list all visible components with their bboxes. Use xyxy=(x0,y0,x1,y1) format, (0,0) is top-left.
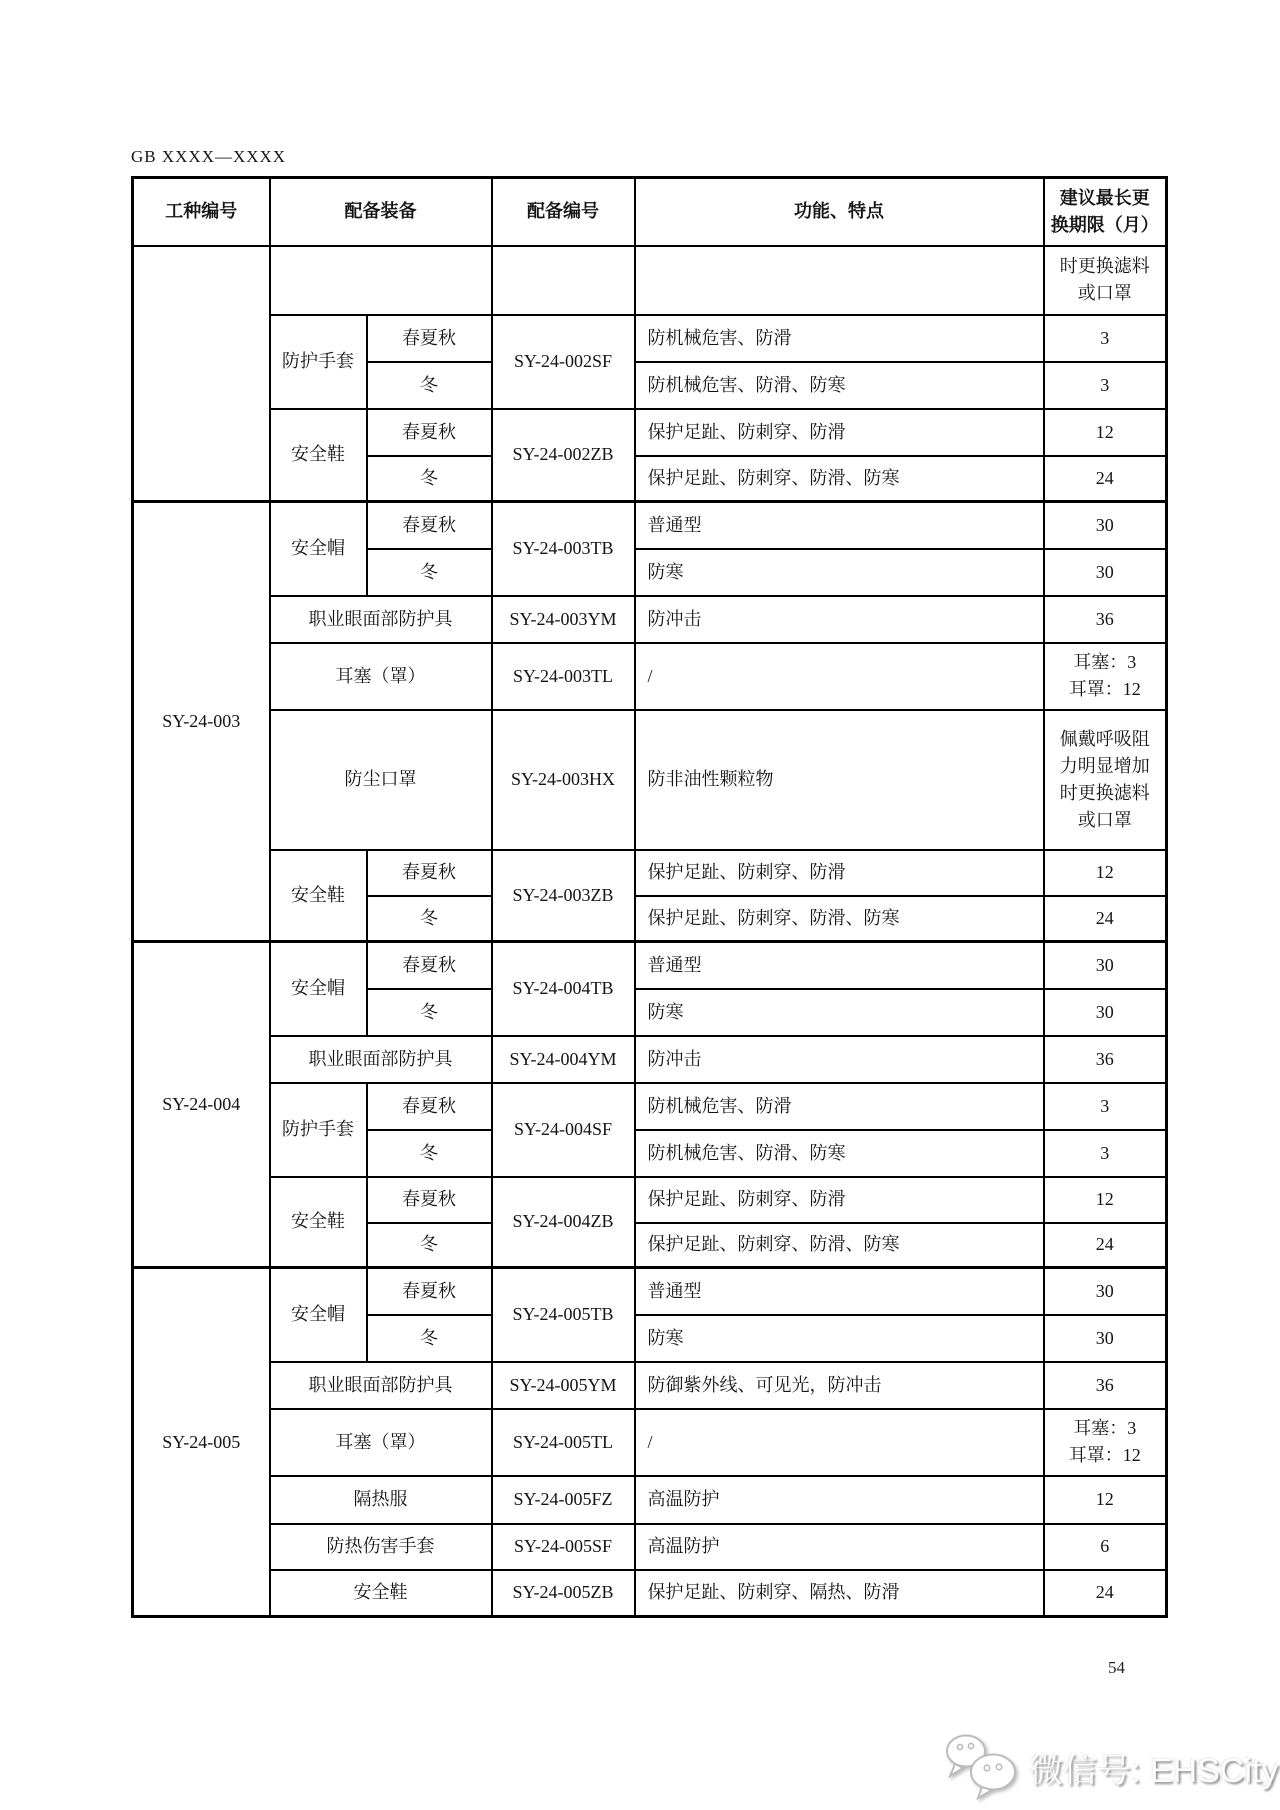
cell-season: 冬 xyxy=(367,549,492,596)
cell-season: 春夏秋 xyxy=(367,409,492,456)
cell-months: 6 xyxy=(1044,1524,1167,1570)
cell-features: 防非油性颗粒物 xyxy=(635,710,1044,850)
cell-equipment: 安全鞋 xyxy=(270,1177,367,1268)
months-line: 耳罩：12 xyxy=(1068,679,1141,699)
cell-equipment xyxy=(270,246,492,315)
header-equipment-code: 配备编号 xyxy=(492,178,635,246)
months-line: 时更换滤料 xyxy=(1059,782,1150,803)
cell-months: 12 xyxy=(1044,1476,1167,1524)
table-row xyxy=(133,502,1167,549)
cell-features: 防机械危害、防滑 xyxy=(635,1083,1044,1130)
table-row xyxy=(133,643,1167,710)
cell-equipment: 防尘口罩 xyxy=(270,710,492,850)
table-row xyxy=(133,942,1167,989)
table-row xyxy=(133,1362,1167,1409)
cell-worker-code: SY-24-005 xyxy=(133,1268,270,1617)
cell-months: 30 xyxy=(1044,942,1167,989)
cell-season: 春夏秋 xyxy=(367,1177,492,1223)
cell-features: 保护足趾、防刺穿、防滑、防寒 xyxy=(635,896,1044,942)
cell-features: 防机械危害、防滑、防寒 xyxy=(635,1130,1044,1177)
header-features: 功能、特点 xyxy=(635,178,1044,246)
cell-equipment: 防护手套 xyxy=(270,315,367,409)
cell-features: / xyxy=(635,1409,1044,1476)
months-line: 佩戴呼吸阻 xyxy=(1059,728,1150,749)
cell-features: 防寒 xyxy=(635,549,1044,596)
cell-equipment-code: SY-24-004YM xyxy=(492,1036,635,1083)
cell-worker-code xyxy=(133,246,270,502)
cell-equipment-code: SY-24-003TB xyxy=(492,502,635,596)
cell-features: 高温防护 xyxy=(635,1476,1044,1524)
cell-equipment: 职业眼面部防护具 xyxy=(270,1362,492,1409)
cell-months: 24 xyxy=(1044,896,1167,942)
cell-months: 12 xyxy=(1044,409,1167,456)
cell-features: 防机械危害、防滑、防寒 xyxy=(635,362,1044,409)
cell-equipment-code: SY-24-005TL xyxy=(492,1409,635,1476)
cell-season: 冬 xyxy=(367,456,492,502)
doc-code: GB XXXX—XXXX xyxy=(131,147,287,166)
table-row xyxy=(133,246,1167,315)
cell-months xyxy=(1044,1409,1167,1476)
cell-months: 30 xyxy=(1044,989,1167,1036)
cell-features: 防寒 xyxy=(635,1315,1044,1362)
table-row xyxy=(133,850,1167,896)
cell-features: 高温防护 xyxy=(635,1524,1044,1570)
header-replacement xyxy=(1044,178,1167,246)
table-header-row xyxy=(133,178,1167,246)
cell-months: 30 xyxy=(1044,1315,1167,1362)
cell-season: 春夏秋 xyxy=(367,502,492,549)
cell-months: 24 xyxy=(1044,456,1167,502)
cell-features: 保护足趾、防刺穿、防滑、防寒 xyxy=(635,456,1044,502)
months-line: 时更换滤料 xyxy=(1059,256,1150,276)
cell-months xyxy=(1044,246,1167,315)
cell-months: 3 xyxy=(1044,1130,1167,1177)
table-row xyxy=(133,710,1167,850)
equipment-table xyxy=(131,176,1168,1618)
table-row xyxy=(133,1476,1167,1524)
cell-season: 春夏秋 xyxy=(367,315,492,362)
cell-equipment-code: SY-24-004SF xyxy=(492,1083,635,1177)
cell-season: 冬 xyxy=(367,1223,492,1268)
cell-months: 30 xyxy=(1044,549,1167,596)
cell-months: 36 xyxy=(1044,596,1167,643)
cell-months: 30 xyxy=(1044,1268,1167,1315)
cell-season: 冬 xyxy=(367,989,492,1036)
cell-equipment-code: SY-24-005SF xyxy=(492,1524,635,1570)
months-line: 耳塞：3 xyxy=(1073,1418,1137,1438)
cell-equipment-code: SY-24-003YM xyxy=(492,596,635,643)
table-row xyxy=(133,1083,1167,1130)
cell-features: 防冲击 xyxy=(635,1036,1044,1083)
cell-equipment-code: SY-24-003TL xyxy=(492,643,635,710)
cell-equipment-code: SY-24-003HX xyxy=(492,710,635,850)
cell-equipment-code: SY-24-004ZB xyxy=(492,1177,635,1268)
cell-season: 冬 xyxy=(367,1315,492,1362)
table-row xyxy=(133,1036,1167,1083)
cell-features: 防冲击 xyxy=(635,596,1044,643)
cell-season: 春夏秋 xyxy=(367,942,492,989)
cell-months: 12 xyxy=(1044,1177,1167,1223)
cell-features: 保护足趾、防刺穿、隔热、防滑 xyxy=(635,1570,1044,1617)
cell-features: 保护足趾、防刺穿、防滑、防寒 xyxy=(635,1223,1044,1268)
cell-features: / xyxy=(635,643,1044,710)
cell-features: 保护足趾、防刺穿、防滑 xyxy=(635,409,1044,456)
months-line: 力明显增加 xyxy=(1059,755,1150,776)
months-line: 或口罩 xyxy=(1077,809,1132,830)
cell-season: 春夏秋 xyxy=(367,1083,492,1130)
cell-equipment: 安全帽 xyxy=(270,942,367,1036)
wechat-icon xyxy=(944,1732,1020,1802)
months-line: 耳塞：3 xyxy=(1073,652,1137,672)
cell-equipment: 隔热服 xyxy=(270,1476,492,1524)
cell-features: 防御紫外线、可见光，防冲击 xyxy=(635,1362,1044,1409)
cell-months: 36 xyxy=(1044,1036,1167,1083)
cell-months: 3 xyxy=(1044,315,1167,362)
cell-season: 冬 xyxy=(367,362,492,409)
cell-equipment: 安全鞋 xyxy=(270,850,367,942)
months-line: 耳罩：12 xyxy=(1068,1445,1141,1465)
table-row xyxy=(133,1268,1167,1315)
cell-features: 防寒 xyxy=(635,989,1044,1036)
cell-equipment-code: SY-24-005ZB xyxy=(492,1570,635,1617)
cell-equipment-code: SY-24-005YM xyxy=(492,1362,635,1409)
cell-features: 防机械危害、防滑 xyxy=(635,315,1044,362)
cell-equipment-code: SY-24-002ZB xyxy=(492,409,635,502)
cell-features: 普通型 xyxy=(635,1268,1044,1315)
cell-equipment: 安全帽 xyxy=(270,502,367,596)
table-row xyxy=(133,1409,1167,1476)
cell-season: 春夏秋 xyxy=(367,1268,492,1315)
cell-equipment: 安全鞋 xyxy=(270,1570,492,1617)
cell-months: 12 xyxy=(1044,850,1167,896)
cell-equipment-code: SY-24-004TB xyxy=(492,942,635,1036)
cell-months: 3 xyxy=(1044,1083,1167,1130)
cell-season: 春夏秋 xyxy=(367,850,492,896)
cell-worker-code: SY-24-003 xyxy=(133,502,270,942)
table-row xyxy=(133,596,1167,643)
cell-equipment: 耳塞（罩） xyxy=(270,1409,492,1476)
cell-equipment-code: SY-24-005FZ xyxy=(492,1476,635,1524)
cell-season: 冬 xyxy=(367,1130,492,1177)
cell-worker-code: SY-24-004 xyxy=(133,942,270,1268)
cell-equipment: 防热伤害手套 xyxy=(270,1524,492,1570)
cell-months: 24 xyxy=(1044,1570,1167,1617)
header-replacement-line: 建议最长更 xyxy=(1059,187,1150,208)
cell-months: 3 xyxy=(1044,362,1167,409)
cell-months: 30 xyxy=(1044,502,1167,549)
cell-season: 冬 xyxy=(367,896,492,942)
table-row xyxy=(133,315,1167,362)
cell-equipment-code xyxy=(492,246,635,315)
cell-equipment: 职业眼面部防护具 xyxy=(270,596,492,643)
cell-equipment: 职业眼面部防护具 xyxy=(270,1036,492,1083)
wechat-watermark xyxy=(944,1732,1278,1802)
table-row xyxy=(133,409,1167,456)
cell-equipment-code: SY-24-003ZB xyxy=(492,850,635,942)
cell-features: 普通型 xyxy=(635,502,1044,549)
cell-months: 24 xyxy=(1044,1223,1167,1268)
cell-features xyxy=(635,246,1044,315)
table-row xyxy=(133,1177,1167,1223)
page-number: 54 xyxy=(1108,1658,1125,1677)
cell-equipment: 耳塞（罩） xyxy=(270,643,492,710)
cell-equipment: 安全帽 xyxy=(270,1268,367,1362)
months-line: 或口罩 xyxy=(1077,283,1132,303)
header-equipment: 配备装备 xyxy=(270,178,492,246)
table-row xyxy=(133,1524,1167,1570)
cell-features: 保护足趾、防刺穿、防滑 xyxy=(635,1177,1044,1223)
cell-features: 普通型 xyxy=(635,942,1044,989)
cell-features: 保护足趾、防刺穿、防滑 xyxy=(635,850,1044,896)
cell-equipment: 安全鞋 xyxy=(270,409,367,502)
header-worker-code: 工种编号 xyxy=(133,178,270,246)
wechat-account-text: 微信号: EHSCity xyxy=(1029,1751,1279,1790)
cell-equipment: 防护手套 xyxy=(270,1083,367,1177)
cell-months xyxy=(1044,643,1167,710)
cell-equipment-code: SY-24-002SF xyxy=(492,315,635,409)
cell-months: 36 xyxy=(1044,1362,1167,1409)
header-replacement-line: 换期限（月） xyxy=(1050,214,1159,235)
cell-equipment-code: SY-24-005TB xyxy=(492,1268,635,1362)
cell-months xyxy=(1044,710,1167,850)
table-row xyxy=(133,1570,1167,1617)
